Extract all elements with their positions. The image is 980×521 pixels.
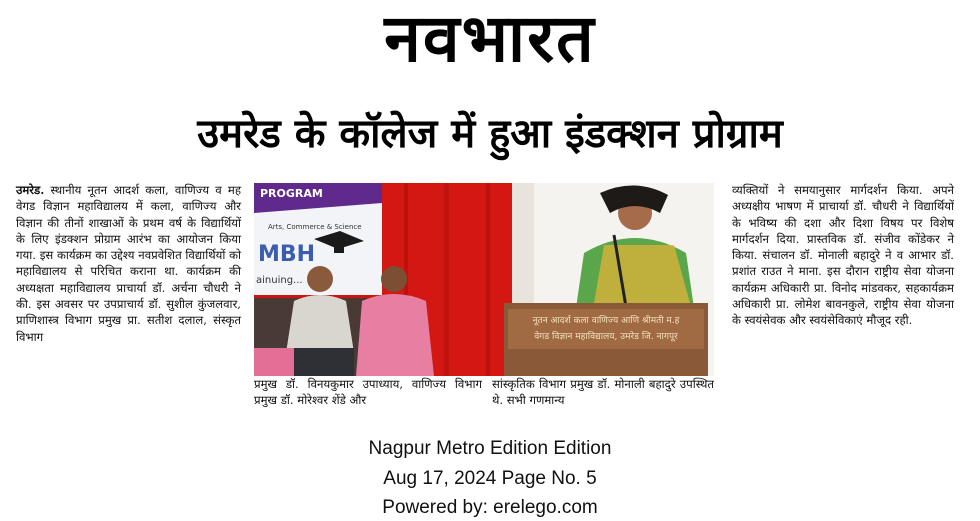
seated-man: [286, 295, 354, 353]
article-headline: उमरेड के कॉलेज में हुआ इंडक्शन प्रोग्राम: [197, 111, 783, 157]
article-column-4: व्यक्तियों ने समयानुसार मार्गदर्शन किया. अपने अध्यक्षीय भाषण में प्राचार्या डॉ. चौधरी ने विद्यार्थियों के भविष्य की दशा और दिशा विषय पर विशेष मार्गदर्शन दिया. प्रास्तविक डॉ. संजीव कोंडेकर ने किया. संचालन डॉ. मोनाली बहादुरे ने व आभार डॉ. प्रशांत राउत ने माना. इस दौरान राष्ट्रीय सेवा योजना कार्यक्रम अधिकारी प्रा. विनोद मांडवकर, सहकार्यक्रम अधिकारी प्रा. लोमेश बावनकुले, राष्ट्रीय सेवा योजना के स्वयंसेवक और स्वयंसेविकाएं मौजूद रही.: [732, 183, 954, 328]
banner-small-text: ainuing...: [256, 275, 303, 286]
footer-edition: Nagpur Metro Edition Edition: [368, 438, 612, 459]
banner-big-text: MBH: [258, 242, 316, 267]
newspaper-masthead: नवभारत: [384, 0, 596, 77]
seated-woman: [356, 294, 434, 376]
footer-date-page: Aug 17, 2024 Page No. 5: [383, 468, 597, 489]
article-column-3: सांस्कृतिक विभाग प्रमुख डॉ. मोनाली बहादुरे उपस्थित थे. सभी गणमान्य: [492, 377, 714, 408]
banner-subtitle-text: Arts, Commerce & Science: [268, 223, 362, 231]
banner-top-text: PROGRAM: [260, 187, 323, 200]
article-column-2: प्रमुख डॉ. विनयकुमार उपाध्याय, वाणिज्य विभाग प्रमुख डॉ. मोरेश्वर शेंडे और: [254, 377, 482, 408]
footer-powered-by[interactable]: Powered by: erelego.com: [382, 497, 598, 518]
article-column-1-text: स्थानीय नूतन आदर्श कला, वाणिज्य व मह वेगड विज्ञान महाविद्यालय में कला, वाणिज्य और विज्ञान की तीनों शाखाओं के प्रथम वर्ष के विद्यार्थियों के लिए इंडक्शन प्रोग्राम आरंभ का आयोजन किया गया. इस कार्यक्रम का उद्देश्य नवप्रवेशित विद्यार्थियों को महाविद्यालय से परिचित कराना था. कार्यक्रम की अध्यक्षता महाविद्यालय प्राचार्या डॉ. अर्चना चौधरी ने की. इस अवसर पर उपप्राचार्य डॉ. सुशील कुंजलवार, प्राणिशास्त्र विभाग प्रमुख प्रा. सतीश दलाल, संस्कृत विभाग: [16, 183, 242, 344]
podium-text-line-2: वेगड विज्ञान महाविद्यालय, उमरेड जि. नागपूर: [534, 332, 678, 342]
article-column-1: [16, 182, 241, 345]
article-photo: [254, 183, 714, 376]
podium-text-line-1: नूतन आदर्श कला वाणिज्य आणि श्रीमती म.ह: [532, 316, 680, 326]
article-dateline: उमरेड.: [16, 183, 45, 197]
